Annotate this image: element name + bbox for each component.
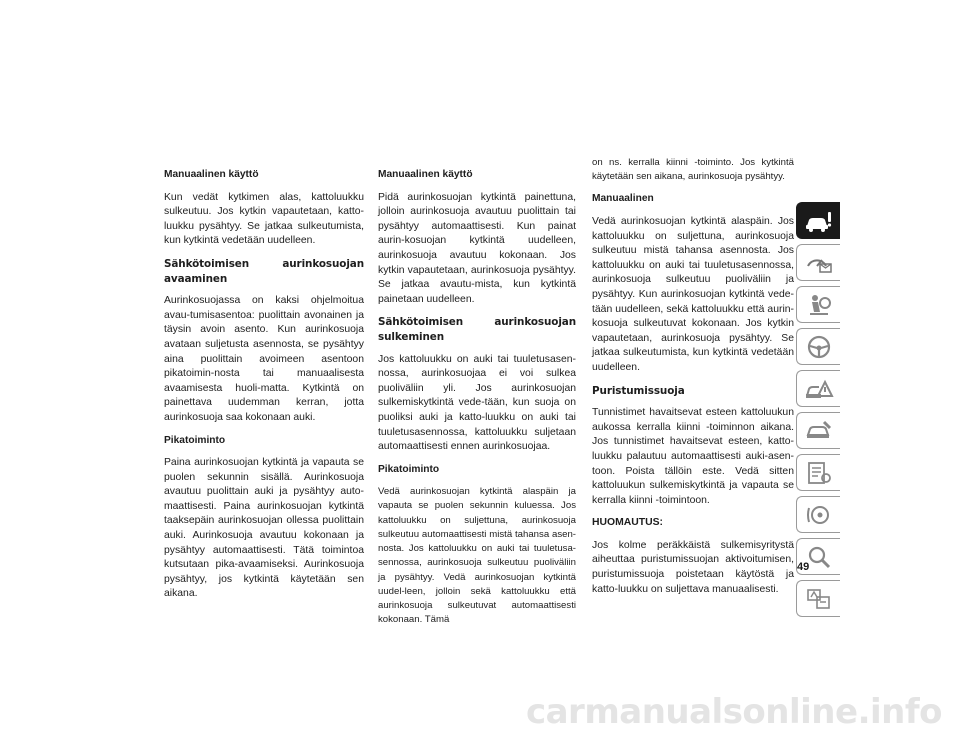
paragraph: Aurinkosuojassa on kaksi ohjelmoitua avau-tumisasentoa: puolittain avonainen ja täysin avoin asento. Kun aurinkosuoja avataan suljetusta asennosta, se pysähtyy aina puolittain avoimeen asentoon pikatoimin-nosta tai manuaalisesta avaamisesta huoli-matta. Kytkintä on painettava uudemman kerran, jotta aurinkosuoja saa kokonaan auki. [164,295,364,423]
paragraph: Tunnistimet havaitsevat esteen kattoluukun aukossa kerralla kiinni -toiminnon aikana. Jos tunnistimet havaitsevat esteen, katto-luukku palautuu automaattisesti auki-asen-toon. Poista tällöin este. Vedä sitten kattoluukun sulkemiskytkintä ja vapauta se kerralla kiinni -toimintoon. [592,407,794,506]
paragraph: Jos kattoluukku on auki tai tuuletusasen-nossa, aurinkosuojaa ei voi sulkea puoliväliin yli. Jos aurinkosuojan sulkemiskytkintä vede-tään, kun suoja on puoliksi auki ja katto-luukku on auki tai tuuletusasennossa, kattoluukku suljetaan automaattisesti ennen aurinkosuojaa. [378,353,576,453]
text-column-3 [592,156,794,605]
airbag-safety-icon [804,292,834,318]
car-info-icon [804,208,834,234]
section-heading-pinch-protection: Puristumissuoja [592,384,685,397]
text-column-1 [164,168,364,610]
chapter-tabs [796,202,842,622]
tab-multimedia[interactable] [796,496,840,533]
tab-car-info[interactable] [796,202,840,239]
multimedia-icon [804,502,834,528]
tab-driving[interactable] [796,328,840,365]
watermark: carmanualsonline.info [525,692,942,732]
note-text: Jos kolme peräkkäistä sulkemisyritystä aiheuttaa puristumissuojan aktivoitumisen, puristumissuoja poistetaan käytöstä ja katto-luukku on suljettava manuaalisesti. [592,539,794,595]
paragraph: Paina aurinkosuojan kytkintä ja vapauta se puolen sekunnin sisällä. Aurinkosuoja avautuu puolittain auki ja pysähtyy auto-maattisesti. Paina aurinkosuojan kytkintä taaksepäin aurinkosuojan ollessa puolittain auki. Aurinkosuoja avautuu kokonaan ja pysähtyy automaattisesti. Tätä toimintoa kutsutaan pika-avaamiseksi. Aurinkosuoja pysähtyy, jos kytkintä käytetään sen aikana. [164,457,364,600]
tab-safety[interactable] [796,286,840,323]
dashboard-message-icon [804,250,834,276]
text-column-2 [378,168,576,635]
tab-specs[interactable] [796,454,840,491]
tab-language[interactable] [796,580,840,617]
specs-list-icon [804,460,834,486]
tab-emergency[interactable] [796,370,840,407]
steering-wheel-icon [804,334,834,360]
paragraph: on ns. kerralla kiinni -toiminto. Jos kytkintä käytetään sen aikana, aurinkosuoja pysähtyy. [592,157,794,183]
paragraph: Vedä aurinkosuojan kytkintä alaspäin. Jos kattoluukku on suljettuna, aurinkosuoja sulkeutuu mistä tahansa asennosta. Jos kattoluukku on auki tai tuuletusasennossa, aurinkosuoja sulkeutuu puoliväliin ja pysähtyy. Kun aurinkosuojan kytkintä vede-tään uudelleen, sekä kattoluukku että aurin-kosuoja sulkeutuvat kokonaan. Jos kytkin vapautetaan, aurinkosuoja pysähtyy. Se jatkaa sulkeutumista, kun kytkintä vedetään uudelleen. [592,216,794,373]
tab-service[interactable] [796,412,840,449]
heading-express: Pikatoiminto [378,463,440,475]
paragraph: Vedä aurinkosuojan kytkintä alaspäin ja vapauta se puolen sekunnin kuluessa. Jos kattoluukku on suljettuna, aurinkosuoja sulkeutuu automaattisesti mistä tahansa asen-nosta. Jos kattoluukku on auki tai tuuletusa-sennossa, aurinkosuoja sulkeutuu puoliväliin ja pysähtyy. Vedä aurinkosuojan kytkintä uudel-leen, jolloin sekä kattoluukku että aurinkosuoja sulkeutuvat automaattisesti kokonaan. Tämä [378,486,576,626]
heading-express: Pikatoiminto [164,434,226,446]
page-number: 49 [797,561,810,573]
heading-manual-operation: Manuaalinen käyttö [164,169,259,180]
car-service-icon [804,418,834,444]
section-heading-opening: Sähkötoimisen aurinkosuojan avaaminen [164,257,364,285]
heading-manual: Manuaalinen [592,193,654,205]
paragraph: Pidä aurinkosuojan kytkintä painettuna, jolloin aurinkosuoja avautuu puolittain tai pysähtyy automaattisesti. Kun painat aurin-kosuojan kytkintä uudelleen, aurinkosuoja avautuu kokonaan. Jos kytkin vapautetaan, aurinkosuoja pysähtyy. Se jatkaa avautu-mista, kun kytkintä painetaan uudelleen. [378,191,576,305]
note-label: HUOMAUTUS: [592,517,663,529]
paragraph: Kun vedät kytkimen alas, kattoluukku sulkeutuu. Jos kytkin vapautetaan, katto-luukku pysähtyy. Se jatkaa sulkeutumista, kun kytkintä vedetään uudelleen. [164,191,364,247]
tab-dashboard[interactable] [796,244,840,281]
language-icon [804,586,834,612]
heading-manual-operation: Manuaalinen käyttö [378,169,473,180]
section-heading-closing: Sähkötoimisen aurinkosuojan sulkeminen [378,316,576,343]
car-warning-icon [804,376,834,402]
